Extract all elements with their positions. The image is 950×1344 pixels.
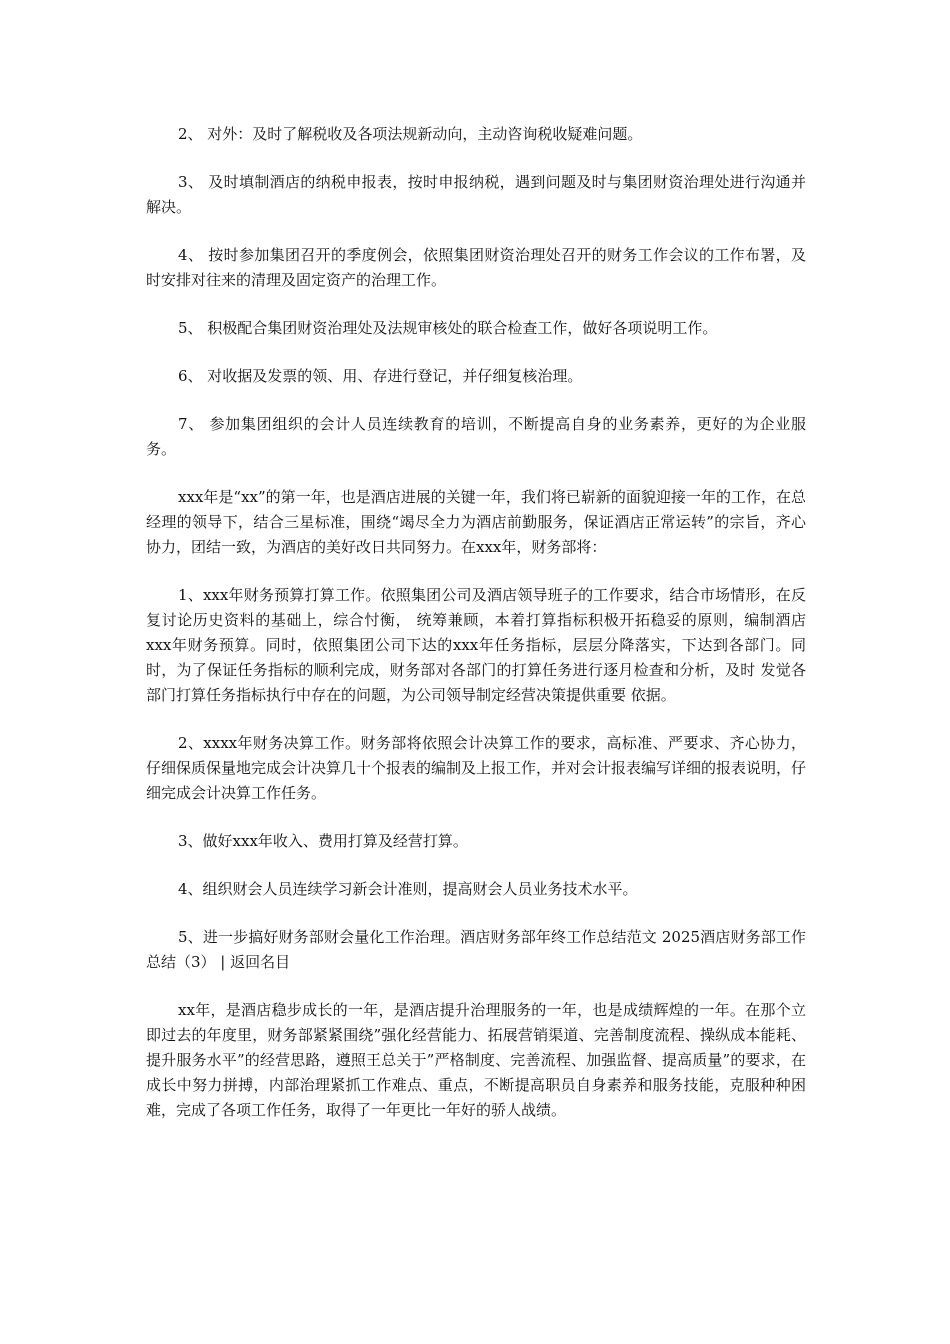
paragraph-item-3-tax-filing: 3、 及时填制酒店的纳税申报表，按时申报纳税，遇到问题及时与集团财资治理处进行沟通并解决。 — [146, 173, 806, 216]
document-body — [146, 122, 806, 1146]
paragraph-item-7-training: 7、 参加集团组织的会计人员连续教育的培训，不断提高自身的业务素养，更好的为企业服务。 — [146, 415, 806, 458]
paragraph-annual-summary: xx年，是酒店稳步成长的一年，是酒店提升治理服务的一年，也是成绩辉煌的一年。在那个立即过去的年度里，财务部紧紧围绕”强化经营能力、拓展营销渠道、完善制度流程、操纵成本能耗、提升服务水平”的经营思路，遵照王总关于”严格制度、完善流程、加强监督、提高质量”的要求，在成长中努力拼搏，内部治理紧抓工作难点、重点，不断提高职员自身素养和服务技能，克服种种困难，完成了各项工作任务，取得了一年更比一年好的骄人战绩。 — [146, 1001, 806, 1119]
paragraph-plan-3-income-expense: 3、做好xxx年收入、费用打算及经营打算。 — [178, 832, 468, 850]
paragraph-plan-1-budget: 1、xxx年财务预算打算工作。依照集团公司及酒店领导班子的工作要求，结合市场情形，在反复讨论历史资料的基础上，综合忖衡， 统筹兼顾，本着打算指标积极开拓稳妥的原则，编制酒店xxx年财务预算。同时，依照集团公司下达的xxx年任务指标，层层分降落实，下达到各部门。同时，为了保证任务指标的顺利完成，财务部对各部门的打算任务进行逐月检查和分析，及时 发觉各部门打算任务指标执行中存在的问题，为公司领导制定经营决策提供重要 依据。 — [146, 586, 806, 704]
paragraph-plan-5-quantified-management: 5、进一步搞好财务部财会量化工作治理。酒店财务部年终工作总结范文 2025酒店财务部工作总结（3） | 返回名目 — [146, 928, 806, 971]
paragraph-item-6-receipts: 6、 对收据及发票的领、用、存进行登记，并仔细复核治理。 — [178, 367, 583, 385]
paragraph-plan-2-final-accounts: 2、xxxx年财务决算工作。财务部将依照会计决算工作的要求，高标准、严要求、齐心协力，仔细保质保量地完成会计决算几十个报表的编制及上报工作，并对会计报表编写详细的报表说明，仔细完成会计决算工作任务。 — [146, 734, 807, 802]
paragraph-item-2-external: 2、 对外：及时了解税收及各项法规新动向，主动咨询税收疑难问题。 — [178, 125, 643, 143]
paragraph-item-4-meetings: 4、 按时参加集团召开的季度例会，依照集团财资治理处召开的财务工作会议的工作布署，及时安排对往来的清理及固定资产的治理工作。 — [146, 246, 806, 289]
paragraph-item-5-inspection: 5、 积极配合集团财资治理处及法规审核处的联合检查工作，做好各项说明工作。 — [178, 319, 718, 337]
paragraph-year-plan-intro: xxx年是“xx”的第一年，也是酒店进展的关键一年，我们将已崭新的面貌迎接一年的工作，在总经理的领导下，结合三星标准，围绕“竭尽全力为酒店前勤服务，保证酒店正常运转”的宗旨，齐心协力，团结一致，为酒店的美好改日共同努力。在xxx年，财务部将： — [146, 488, 806, 556]
paragraph-plan-4-staff-study: 4、组织财会人员连续学习新会计准则，提高财会人员业务技术水平。 — [178, 880, 638, 898]
